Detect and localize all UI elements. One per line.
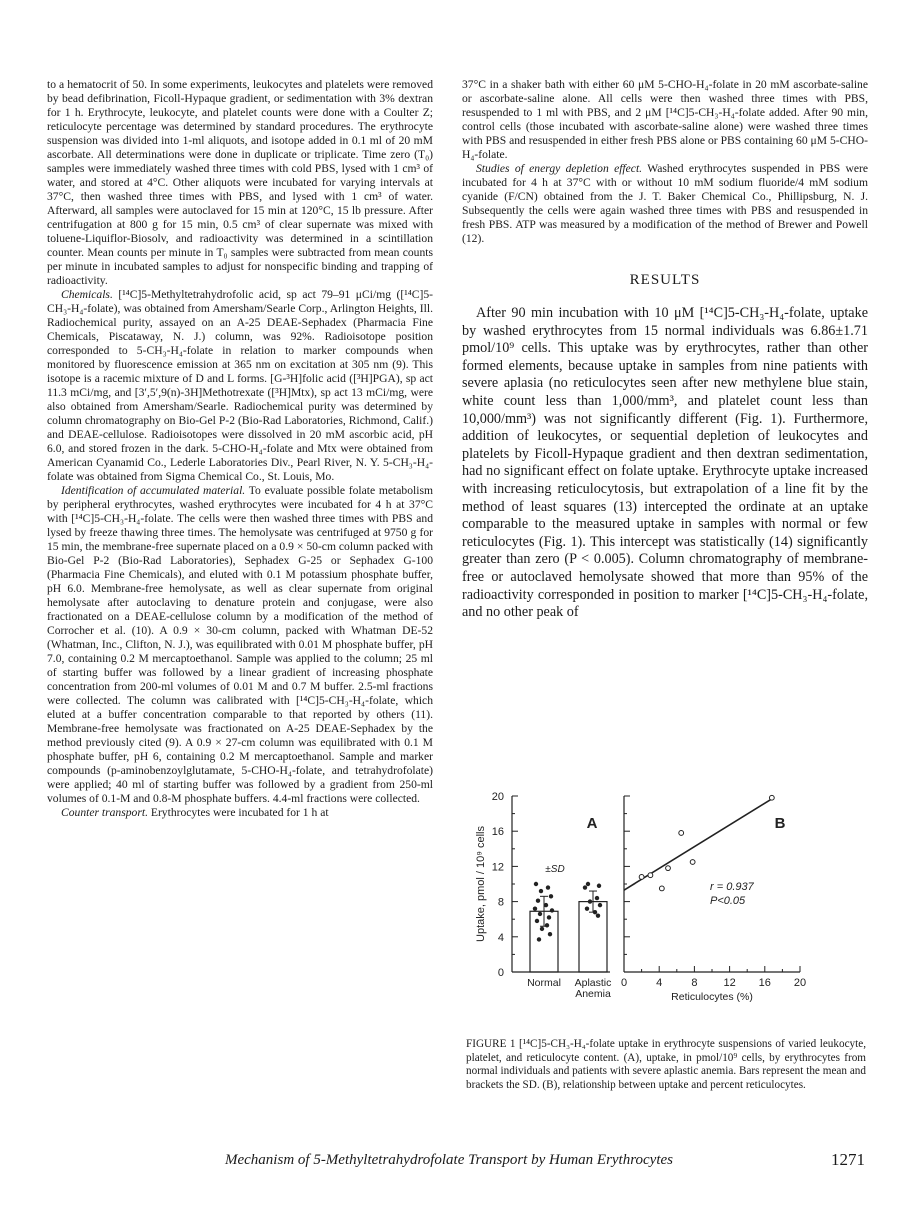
panel-a-y-axis-label: Uptake, pmol / 10⁹ cells (475, 826, 487, 942)
panel-b-x-axis-label: Reticulocytes (%) (671, 991, 753, 1003)
panel-a-data-point (598, 903, 602, 907)
figure-caption-text: [¹⁴C]5-CH₃-H₄-folate uptake in erythrocyte suspensions of varied leukocyte, platelet, and reticulocyte content. (A), uptake, in pmol/10⁹ cells, by erythrocytes from normal individuals and patients with severe aplastic anemia. Bars represent the mean and brackets the SD. (B), relationship between uptake and percent reticulocytes. (466, 1038, 866, 1091)
heading-counter-transport: Counter transport. (61, 806, 148, 819)
panel-a-data-point (588, 899, 592, 903)
panel-a-data-point (535, 919, 539, 923)
panel-a-data-point (595, 896, 599, 900)
panel-a-data-point (538, 912, 542, 916)
panel-a-y-tick-label: 0 (497, 967, 504, 979)
panel-a-data-point (539, 889, 543, 893)
energy-depletion-text: Washed erythrocytes suspended in PBS were incubated for 4 h at 37°C with or without 10 mM sodium fluoride/4 mM sodium cyanide (F/CN) obtained from the J. T. Baker Chemical Co., Phillipsburg, N. J. Subsequently the cells were again washed three times with PBS and resuspended in fresh PBS. ATP was measured by a modification of the method of Brewer and Powell (12). (462, 162, 869, 245)
paragraph-results: After 90 min incubation with 10 μM [¹⁴C]5-CH₃-H₄-folate, uptake by washed erythrocytes from 15 normal individuals was 6.86±1.71 pmol/10⁹ cells. This uptake was by erythrocytes, rather than other formed elements, because uptake in samples from nine patients with severe aplasia (no reticulocytes seen after new methylene blue stain, white count less than 1,000/mm³, and platelet count less than 10,000/mm³) was not significantly different (Fig. 1). Furthermore, addition of leukocytes, or sequential depletion of leukocytes and platelets by Ficoll-Hypaque gradient and then dextran sedimentation, had no significant effect on folate uptake. Erythrocyte uptake increased with increasing reticulocytosis, but extrapolation of a line fit by the method of least squares (13) intercepted the ordinate at an uptake comparable to the measured uptake in samples with normal or few reticulocytes (Fig. 1). This intercept was statistically (14) significantly greater than zero (P < 0.005). Column chromatography of membrane-free or autoclaved hemolysate showed that more than 95% of the radioactivity corresponded in position to marker [¹⁴C]5-CH₃-H₄-folate, and no other peak of (462, 305, 868, 621)
panel-a-category-label: Anemia (575, 988, 611, 1000)
panel-a-data-point (550, 908, 554, 912)
panel-b-x-tick-label: 8 (691, 977, 698, 989)
panel-a-data-point (549, 894, 553, 898)
heading-identification: Identification of accumulated material. (61, 484, 246, 497)
panel-b-label: B (774, 815, 786, 832)
panel-a-data-point (533, 906, 537, 910)
identification-text: To evaluate possible folate metabolism by peripheral erythrocytes, washed erythrocytes were incubated for 4 h at 37°C with [¹⁴C]5-CH₃-H₄-folate. The cells were then washed three times with PBS and lysed by freeze thawing three times. The hemolysate was centrifuged at 9750 g for 15 min, the membrane-free supernate placed on a 0.9 × 50-cm column packed with Bio-Gel P-2 (Bio-Rad Laboratories), Sephadex G-25 or Sephadex G-100 (Pharmacia Fine Chemicals), and eluted with 0.1 M potassium phosphate buffer, pH 6.0. Membrane-free hemolysate, as well as clear supernate from original hemolysate after autoclaving to denature protein and conjugase, were also fractionated on a DEAE-cellulose column by a modification of the method of Corrocher et al. (10). A 0.9 × 30-cm column, packed with Whatman DE-52 (Whatman, Inc., Clifton, N. J.), was equilibrated with 0.01 M phosphate buffer, pH 7.0, containing 0.2 M mercaptoethanol. Sample was applied to the column; 25 ml of starting buffer was followed by a linear gradient of increasing phosphate concentration from 200-ml volumes of 0.01 M and 0.7 M buffer. 2.5-ml fractions were collected. The column was calibrated with [¹⁴C]5-CH₃-H₄-folate, which eluted at a buffer concentration comparable to that reported by others (11). Membrane-free hemolysate was fractionated on A-25 DEAE-Sephadex by the method previously cited (9). A 0.9 × 27-cm column was equilibrated with 0.1 M phosphate buffer, pH 6, containing 0.2 M mercaptoethanol. Sample and marker compounds (p-aminobenzoylglutamate, 5-CHO-H₄-folate, and tetrahydrofolate) were applied; 40 ml of starting buffer was followed by a gradient from 250-ml volumes of 0.1-M and 0.8-M phosphate buffers. 4.4-ml fractions were collected. (47, 484, 433, 805)
panel-a-data-point (540, 927, 544, 931)
page-footer (225, 1152, 865, 1169)
counter-transport-text: Erythrocytes were incubated for 1 h at (147, 806, 329, 819)
heading-energy-depletion: Studies of energy depletion effect. (476, 162, 643, 175)
panel-a-data-point (585, 906, 589, 910)
panel-b-x-tick-label: 16 (758, 977, 771, 989)
panel-b-p-annotation: P<0.05 (710, 895, 746, 907)
panel-a-data-point (597, 884, 601, 888)
right-text-column (462, 78, 868, 622)
panel-b-x-tick-label: 20 (793, 977, 807, 989)
panel-a-data-point (583, 885, 587, 889)
left-text-column (47, 78, 433, 820)
right-methods-block (462, 78, 868, 246)
panel-a-y-tick-label: 12 (491, 861, 504, 874)
panel-b-data-point (666, 866, 671, 871)
panel-a-y-tick-label: 4 (497, 931, 504, 944)
panel-a-category-label: Aplastic (574, 977, 612, 989)
panel-b-data-point (648, 873, 653, 878)
chemicals-text: [¹⁴C]5-Methyltetrahydrofolic acid, sp act 79–91 μCi/mg ([¹⁴C]5-CH₃-H₄-folate), was obtained from Amersham/Searle Corp., Arlington Heights, Ill. Radiochemical purity, assayed on an A-25 DEAE-Sephadex (Pharmacia Fine Chemicals, Piscataway, N. J.) column, was 92%. Radioisotope position corresponded to 5-CH₃-H₄-folate in relation to marker compounds when monitored by fluorescence emission at 365 nm on excitation at 305 nm (9). This isotope is a racemic mixture of D and L forms. [G-³H]folic acid ([³H]PGA), sp act 11.3 mCi/mg, and [3′,5′,9(n)-3H]Methotrexate ([³H]Mtx), sp act 13 mCi/mg, were also obtained from Amersham/Searle. Radiochemical purity was determined by column chromatography on Bio-Gel P-2 (Bio-Rad Laboratories, Richmond, Calif.) and DEAE-cellulose. Radioisotopes were dissolved in 20 mM ascorbic acid, pH 6.0, and stored frozen in the dark. 5-CHO-H₄-folate and Mtx were obtained from American Cyanamid Co., Lederle Laboratories Div., Pearl River, N. Y. 5-CH₃-H₄-folate was obtained from Sigma Chemical Co., St. Louis, Mo. (47, 288, 433, 483)
panel-b-data-point (769, 795, 774, 800)
panel-a-y-tick-label: 16 (491, 826, 504, 839)
panel-b-data-point (659, 886, 664, 891)
heading-chemicals: Chemicals. (61, 288, 113, 301)
panel-a-data-point (534, 882, 538, 886)
panel-a-y-tick-label: 8 (497, 896, 504, 909)
panel-a-data-point (596, 913, 600, 917)
panel-b-x-tick-label: 12 (723, 977, 736, 989)
results-block (462, 305, 868, 622)
panel-a-category-label: Normal (527, 977, 561, 989)
paragraph-counter-transport-continued: 37°C in a shaker bath with either 60 μM 5-CHO-H₄-folate in 20 mM ascorbate-saline or ascorbate-saline alone. All cells were then washed three times with PBS, resuspended to 1 ml with PBS, and 2 μM [¹⁴C]5-CH₃-H₄-folate added. After 90 min, control cells (those incubated with ascorbate-saline alone) were washed three times with PBS and resuspended in either fresh PBS alone or PBS containing 60 μM 5-CHO-H₄-folate. (462, 78, 868, 161)
paragraph-methods-continued: to a hematocrit of 50. In some experiments, leukocytes and platelets were removed by bead defibrination, Ficoll-Hypaque gradient, or sedimentation with 3% dextran for 1 h. Erythrocyte, leukocyte, and platelet counts were done with a Coulter Z; reticulocyte percentage was determined by standard procedures. The erythrocyte suspension was divided into 1-ml aliquots, and isotope added in 0.1 ml of 20 mM ascorbate. All determinations were done in duplicate or triplicate. Time zero (T₀) samples were immediately washed three times with cold PBS, lysed with 1 cm³ of water, and stored at 4°C. Other aliquots were incubated for varying intervals at 37°C, then washed three times with PBS, and lysed with 1 cm³ of water. Afterward, all samples were autoclaved for 15 min at 120°C, 15 lb pressure. After centrifugation at 800 g for 15 min, 0.5 cm³ of clear supernate was mixed with toluene-Liquiflor-Biosolv, and radioactivity was determined in a scintillation counter. Mean counts per minute in T₀ samples were subtracted from mean counts per minute in incubated samples to adjust for nonspecific binding and trapping of radioactivity. (47, 78, 433, 287)
panel-b-data-point (690, 860, 695, 865)
paragraph-counter-transport (47, 806, 433, 820)
figure-caption (466, 1038, 866, 1092)
panel-b-data-point (679, 831, 684, 836)
panel-a-data-point (544, 903, 548, 907)
page-number: 1271 (831, 1150, 865, 1169)
panel-a-sd-annotation: ±SD (545, 864, 565, 875)
panel-a-data-point (547, 915, 551, 919)
panel-a-data-point (537, 937, 541, 941)
panel-a-data-point (536, 899, 540, 903)
results-heading: RESULTS (629, 272, 701, 288)
paragraph-chemicals (47, 288, 433, 484)
paragraph-identification (47, 484, 433, 806)
running-title: Mechanism of 5-Methyltetrahydrofolate Transport by Human Erythrocytes (225, 1152, 673, 1168)
figure-caption-label: FIGURE 1 (466, 1038, 516, 1050)
figure-1 (462, 790, 862, 1030)
panel-b-x-tick-label: 0 (620, 977, 628, 989)
panel-b-x-tick-label: 4 (656, 977, 663, 989)
panel-a-data-point (545, 923, 549, 927)
panel-a-label: A (586, 815, 598, 832)
panel-b-r-annotation: r = 0.937 (710, 881, 754, 893)
panel-a-data-point (546, 885, 550, 889)
paragraph-energy-depletion (462, 162, 868, 246)
panel-a-data-point (593, 910, 597, 914)
panel-a-y-tick-label: 20 (491, 791, 504, 803)
panel-b-fit-line (624, 798, 774, 890)
figure-1-chart (462, 790, 862, 1030)
panel-b-data-point (639, 875, 644, 880)
panel-a-data-point (586, 882, 590, 886)
panel-a-data-point (548, 932, 552, 936)
